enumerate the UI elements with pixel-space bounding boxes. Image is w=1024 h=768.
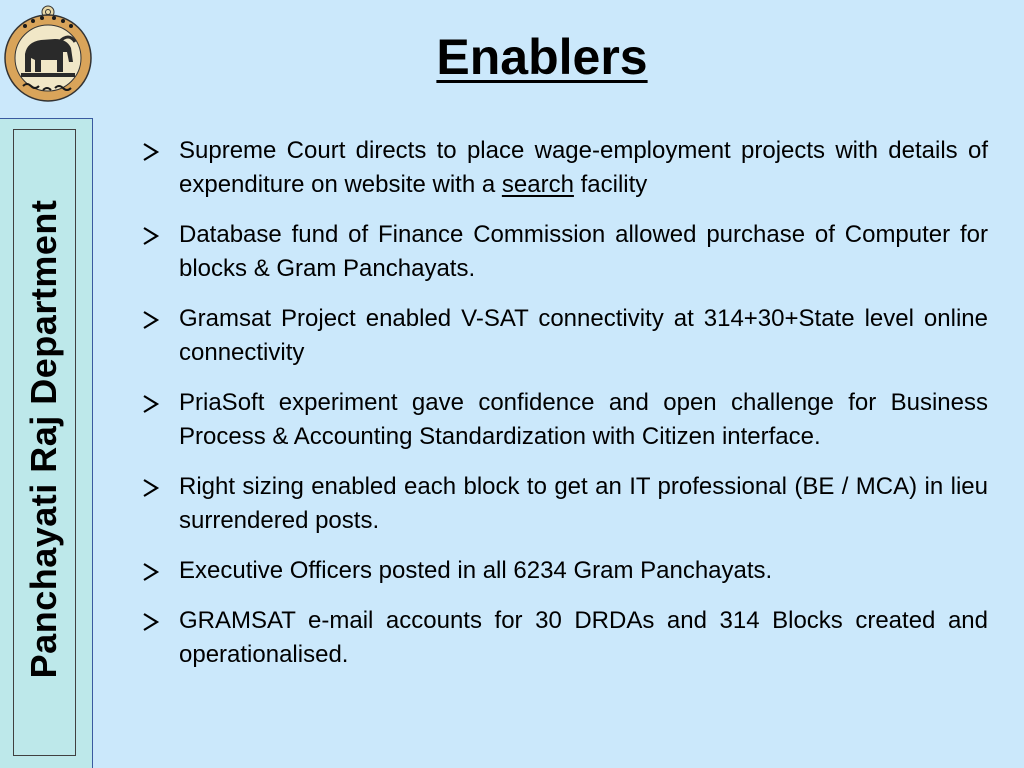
bullet-text: Supreme Court directs to place wage-employment projects with details of expenditure on website with a (179, 137, 988, 198)
bullet-list (140, 134, 988, 688)
bullet-item (140, 554, 988, 588)
bullet-item (140, 302, 988, 370)
arrow-bullet-icon (140, 218, 162, 252)
bullet-item (140, 470, 988, 538)
bullet-text: Database fund of Finance Commission allowed purchase of Computer for blocks & Gram Panchayats. (179, 221, 988, 282)
arrow-bullet-icon (140, 386, 162, 420)
bullet-text: Right sizing enabled each block to get an IT professional (BE / MCA) in lieu surrendered posts. (179, 473, 988, 534)
slide-title (0, 22, 1024, 92)
bullet-text-tail: facility (573, 171, 648, 198)
bullet-item (140, 218, 988, 286)
bullet-item (140, 604, 988, 672)
search-link[interactable]: search (501, 171, 574, 198)
arrow-bullet-icon (140, 302, 162, 336)
arrow-bullet-icon (140, 134, 162, 168)
bullet-text: PriaSoft experiment gave confidence and open challenge for Business Process & Accounting Standardization with Citizen interface. (179, 389, 988, 450)
arrow-bullet-icon (140, 604, 162, 638)
bullet-item (140, 386, 988, 454)
bullet-text: Executive Officers posted in all 6234 Gram Panchayats. (179, 557, 773, 584)
bullet-text: Gramsat Project enabled V-SAT connectivity at 314+30+State level online connectivity (179, 305, 988, 366)
sidebar-panel (0, 118, 93, 768)
arrow-bullet-icon (140, 470, 162, 504)
bullet-text: GRAMSAT e-mail accounts for 30 DRDAs and 314 Blocks created and operationalised. (179, 607, 988, 668)
arrow-bullet-icon (140, 554, 162, 588)
slide-title-text: Enablers (436, 29, 648, 85)
sidebar-label: Panchayati Raj Department (23, 199, 64, 679)
bullet-item (140, 134, 988, 202)
